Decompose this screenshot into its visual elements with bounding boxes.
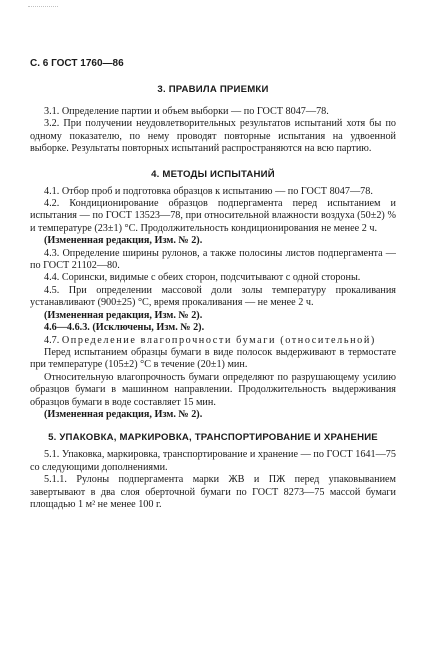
clause-4-5: 4.5. При определении массовой доли золы температуру прокаливания устанавливают (900±25) °С, время прокаливания — не менее 2 ч. [30, 284, 396, 309]
clause-4-3: 4.3. Определение ширины рулонов, а также полосины листов подпергамента — по ГОСТ 21102—80. [30, 247, 396, 272]
amendment-note-3: (Измененная редакция, Изм. № 2). [44, 408, 203, 420]
clause-4-6-excluded: 4.6—4.6.3. (Исключены, Изм. № 2). [44, 322, 205, 334]
section-4-title: 4. МЕТОДЫ ИСПЫТАНИЙ [151, 168, 275, 180]
clause-5-1-1: 5.1.1. Рулоны подпергамента марки ЖВ и ПЖ перед упаковыванием завертывают в два слоя оберточной бумаги по ГОСТ 8273—75 массой бумаги площадью 1 м² не менее 100 г. [30, 474, 396, 510]
clause-4-2: 4.2. Кондиционирование образцов подпергамента перед испытанием и испытания — по ГОСТ 13523—78, при относительной влажности воздуха (50±2) % и температуре (23±1) °С. Продолжительность кондиционирования не менее 2 ч. [30, 198, 396, 234]
section-3-title: 3. ПРАВИЛА ПРИЕМКИ [157, 84, 269, 95]
clause-3-1: 3.1. Определение партии и объем выборки — по ГОСТ 8047—78. [44, 106, 329, 117]
amendment-note-1: (Измененная редакция, Изм. № 2). [44, 235, 203, 247]
clause-4-7-title: Определение влагопрочности бумаги (относительной) [61, 334, 376, 346]
clause-4-4: 4.4. Сорински, видимые с обеих сторон, подсчитывают с одной стороны. [44, 272, 361, 284]
clause-4-1: 4.1. Отбор проб и подготовка образцов к испытанию — по ГОСТ 8047—78. [44, 185, 373, 197]
document-body [30, 84, 396, 511]
clause-4-7-a: Перед испытанием образцы бумаги в виде полосок выдерживают в термостате при температуре (105±2) °С в течение (20±1) мин. [30, 346, 396, 371]
clause-4-7-heading [30, 335, 396, 347]
amendment-note-2: (Измененная редакция, Изм. № 2). [44, 309, 203, 321]
page-header: С. 6 ГОСТ 1760—86 [30, 58, 124, 69]
clause-4-7-b: Относительную влагопрочность бумаги определяют по разрушающему усилию образцов бумаги в машинном направлении. Продолжительность выдерживания образцов бумаги в воде составляет 15 мин. [30, 371, 396, 408]
clause-3-2: 3.2. При получении неудовлетворительных результатов испытаний хотя бы по одному показателю, по нему проводят повторные испытания на удвоенной выборке. Результаты повторных испытаний распространяются на всю партию. [30, 118, 396, 155]
clause-5-1: 5.1. Упаковка, маркировка, транспортирование и хранение — по ГОСТ 1641—75 со следующими дополнениями. [30, 449, 396, 473]
clause-4-7-number: 4.7. [44, 334, 60, 346]
scan-mark [28, 6, 58, 13]
section-5-title: 5. УПАКОВКА, МАРКИРОВКА, ТРАНСПОРТИРОВАНИЕ И ХРАНЕНИЕ [48, 432, 378, 444]
